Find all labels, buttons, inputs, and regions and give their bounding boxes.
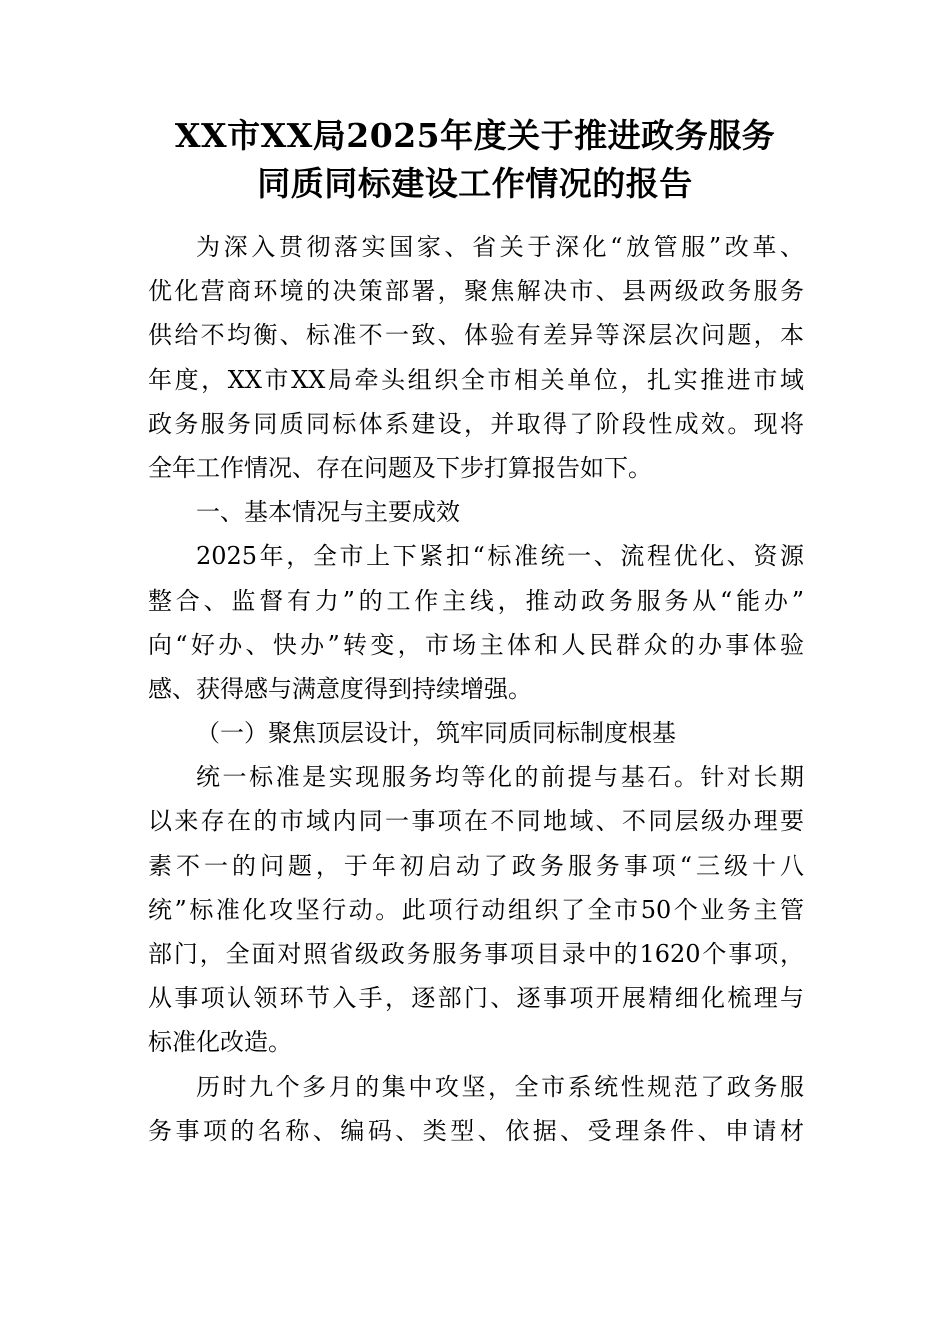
- paragraph-progress: [148, 1065, 804, 1153]
- subsection-heading: [148, 711, 804, 755]
- heading-line: 一、基本情况与主要成效: [196, 498, 460, 527]
- text-line: 优化营商环境的决策部署，聚焦解决市、县两级政务服务: [148, 277, 804, 306]
- text-line: 从事项认领环节入手，逐部门、逐事项开展精细化梳理与: [148, 984, 804, 1013]
- document-body: [148, 225, 804, 1153]
- text-line: 务事项的名称、编码、类型、依据、受理条件、申请材: [148, 1116, 804, 1145]
- paragraph-intro: [148, 225, 804, 490]
- text-line: 历时九个多月的集中攻坚，全市系统性规范了政务服: [196, 1072, 804, 1101]
- text-line: 标准化改造。: [148, 1028, 292, 1057]
- title-line-1: XX市XX局2025年度关于推进政务服务: [174, 116, 776, 155]
- paragraph-standards: [148, 755, 804, 1064]
- text-line: 素不一的问题，于年初启动了政务服务事项“三级十八: [148, 851, 804, 880]
- paragraph-overview: [148, 534, 804, 711]
- text-line: 向“好办、快办”转变，市场主体和人民群众的办事体验: [148, 630, 804, 659]
- section-heading: [148, 490, 804, 534]
- text-line: 部门，全面对照省级政务服务事项目录中的1620个事项，: [148, 940, 804, 968]
- text-line: 统”标准化攻坚行动。此项行动组织了全市50个业务主管: [148, 895, 804, 924]
- title-line-2: 同质同标建设工作情况的报告: [257, 164, 693, 203]
- text-line: 整合、监督有力”的工作主线，推动政务服务从“能办”: [148, 586, 804, 615]
- text-line: 统一标准是实现服务均等化的前提与基石。针对长期: [196, 763, 804, 792]
- text-line: 政务服务同质同标体系建设，并取得了阶段性成效。现将: [148, 409, 804, 438]
- heading-line: （一）聚焦顶层设计，筑牢同质同标制度根基: [196, 719, 676, 748]
- text-line: 全年工作情况、存在问题及下步打算报告如下。: [148, 453, 652, 482]
- document-title: [100, 112, 850, 208]
- text-line: 2025年，全市上下紧扣“标准统一、流程优化、资源: [196, 542, 804, 571]
- text-line: 感、获得感与满意度得到持续增强。: [148, 674, 532, 703]
- text-line: 为深入贯彻落实国家、省关于深化“放管服”改革、: [196, 233, 804, 261]
- text-line: 以来存在的市域内同一事项在不同地域、不同层级办理要: [148, 807, 804, 836]
- text-line: 供给不均衡、标准不一致、体验有差异等深层次问题，本: [148, 321, 804, 350]
- text-line: 年度，XX市XX局牵头组织全市相关单位，扎实推进市域: [148, 365, 804, 394]
